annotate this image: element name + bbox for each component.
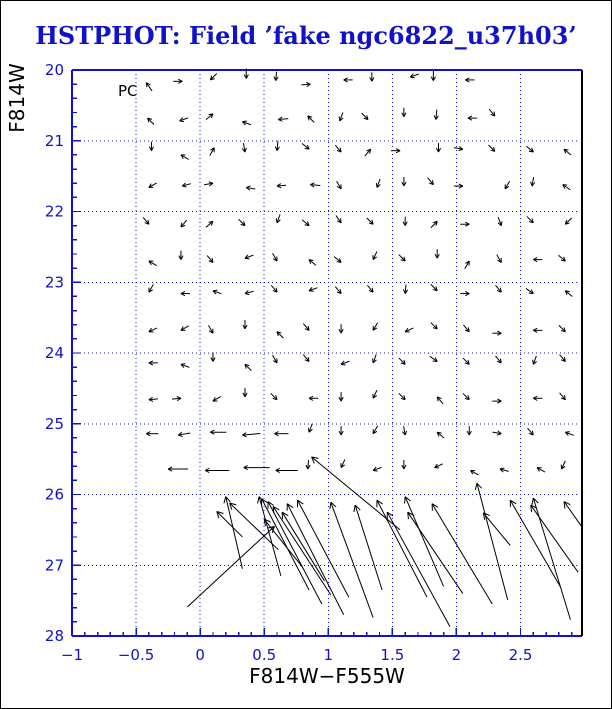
- small-error-vector: [565, 432, 573, 436]
- small-error-vector: [492, 431, 501, 435]
- small-error-vector: [308, 116, 314, 122]
- small-error-vector: [460, 222, 469, 226]
- long-error-vector: [377, 500, 427, 597]
- small-error-vector: [565, 218, 571, 224]
- small-error-vector: [245, 364, 251, 370]
- small-error-vector: [271, 285, 277, 292]
- small-error-vector: [533, 257, 542, 261]
- small-error-vector: [403, 217, 407, 226]
- small-error-vector: [271, 393, 277, 399]
- small-error-vector: [245, 290, 254, 294]
- small-error-vector: [460, 291, 469, 295]
- small-error-vector: [146, 432, 158, 436]
- y-tick-label: 21: [44, 131, 64, 150]
- long-error-vector: [408, 512, 463, 593]
- arrow-prong: [532, 498, 533, 505]
- small-error-vector: [365, 149, 371, 156]
- long-error-vector: [273, 507, 331, 595]
- x-tick-label: 1: [323, 646, 334, 664]
- small-error-vector: [559, 325, 565, 331]
- small-error-vector: [306, 460, 310, 469]
- x-tick-label: 2.5: [508, 646, 533, 664]
- small-error-vector: [402, 108, 406, 117]
- arrow-prong: [308, 428, 309, 432]
- small-error-vector: [303, 355, 309, 362]
- small-error-vector: [337, 181, 342, 189]
- small-error-vector: [146, 83, 152, 91]
- small-error-vector: [563, 185, 570, 190]
- error-vectors: [143, 68, 582, 626]
- arrow-prong: [180, 121, 184, 122]
- arrow-prong: [410, 77, 414, 78]
- long-error-vector: [432, 504, 492, 604]
- small-error-vector: [274, 72, 278, 81]
- small-error-vector: [564, 149, 571, 155]
- y-tick-label: 25: [44, 414, 64, 433]
- small-error-vector: [173, 79, 182, 83]
- long-error-vector: [282, 512, 324, 581]
- small-error-vector: [172, 397, 181, 401]
- arrow-prong: [245, 148, 246, 152]
- small-error-vector: [391, 149, 400, 153]
- small-error-vector: [339, 324, 343, 333]
- small-error-vector: [495, 356, 501, 363]
- y-tick-label: 23: [44, 273, 64, 292]
- long-error-vector: [531, 505, 578, 572]
- small-error-vector: [505, 181, 510, 189]
- long-error-vector: [510, 500, 560, 586]
- small-error-vector: [454, 146, 463, 150]
- y-tick-label: 28: [44, 627, 64, 645]
- x-tick-label: −1: [60, 646, 84, 664]
- small-error-vector: [181, 364, 189, 368]
- arrow-prong: [182, 186, 186, 187]
- grid-lines: [72, 70, 579, 636]
- small-error-vector: [210, 430, 226, 434]
- small-error-vector: [181, 155, 189, 160]
- small-error-vector: [431, 323, 437, 329]
- arrow-shaft: [564, 502, 582, 527]
- small-error-vector: [213, 397, 221, 402]
- small-error-vector: [278, 117, 288, 121]
- small-error-vector: [310, 183, 320, 187]
- small-error-vector: [373, 251, 377, 259]
- arrow-shaft: [477, 483, 508, 600]
- small-error-vector: [405, 328, 413, 332]
- y-tick-label: 26: [44, 485, 64, 504]
- arrow-shaft: [432, 504, 492, 604]
- small-error-vector: [277, 184, 286, 188]
- small-error-vector: [334, 257, 341, 263]
- arrow-prong: [565, 432, 569, 433]
- arrow-prong: [246, 186, 250, 187]
- small-error-vector: [431, 221, 437, 227]
- small-error-vector: [533, 356, 537, 364]
- small-error-vector: [336, 215, 341, 222]
- arrow-prong: [146, 83, 147, 87]
- small-error-vector: [526, 288, 533, 293]
- small-error-vector: [373, 390, 377, 398]
- small-error-vector: [437, 432, 444, 438]
- small-error-vector: [362, 113, 368, 119]
- small-error-vector: [463, 393, 469, 399]
- arrow-prong: [475, 483, 477, 490]
- small-error-vector: [180, 118, 188, 122]
- arrow-prong: [209, 182, 213, 183]
- small-error-vector: [468, 116, 477, 120]
- small-error-vector: [339, 112, 343, 120]
- arrow-prong: [181, 364, 185, 365]
- small-error-vector: [274, 432, 288, 436]
- arrow-prong: [500, 468, 504, 469]
- small-error-vector: [403, 285, 407, 294]
- long-error-vector: [532, 498, 571, 620]
- small-error-vector: [181, 291, 190, 295]
- small-error-vector: [344, 78, 353, 82]
- arrow-shaft: [268, 502, 322, 605]
- small-error-vector: [277, 332, 283, 338]
- small-error-vector: [276, 214, 280, 222]
- small-error-vector: [339, 392, 343, 401]
- small-error-vector: [341, 361, 349, 365]
- arrow-prong: [178, 435, 182, 436]
- small-error-vector: [399, 393, 405, 399]
- arrow-prong: [330, 502, 331, 509]
- long-error-vector: [564, 502, 582, 527]
- long-error-vector: [268, 502, 322, 605]
- small-error-vector: [302, 220, 309, 226]
- arrow-prong: [242, 121, 246, 122]
- arrow-prong: [533, 360, 534, 364]
- small-error-vector: [560, 355, 566, 362]
- small-error-vector: [335, 145, 341, 152]
- x-axis-label: F814W−F555W: [249, 664, 405, 688]
- arrow-prong: [258, 497, 260, 504]
- small-error-vector: [498, 217, 502, 225]
- arrow-prong: [339, 116, 340, 120]
- small-error-vector: [149, 397, 158, 401]
- arrow-shaft: [483, 513, 510, 546]
- long-error-vector: [230, 503, 279, 550]
- small-error-vector: [246, 186, 255, 190]
- small-error-vector: [148, 118, 154, 124]
- small-error-vector: [497, 255, 502, 263]
- small-error-vector: [367, 218, 373, 224]
- small-error-vector: [373, 323, 378, 331]
- arrow-prong: [309, 291, 313, 292]
- arrow-prong: [459, 149, 463, 150]
- small-error-vector: [373, 467, 381, 471]
- small-error-vector: [309, 260, 316, 266]
- x-tick-label: 1.5: [380, 646, 405, 664]
- small-error-vector: [335, 287, 341, 294]
- y-tick-label: 20: [44, 61, 64, 79]
- arrow-prong: [405, 497, 406, 504]
- small-error-vector: [276, 468, 298, 472]
- small-error-vector: [402, 177, 406, 186]
- small-error-vector: [526, 146, 533, 152]
- small-error-vector: [210, 74, 216, 80]
- small-error-vector: [372, 354, 376, 362]
- small-error-vector: [243, 320, 247, 329]
- arrow-prong: [276, 218, 277, 222]
- small-error-vector: [463, 358, 469, 364]
- small-error-vector: [410, 74, 418, 78]
- arrow-shaft: [408, 512, 463, 593]
- small-error-vector: [533, 396, 542, 400]
- small-error-vector: [560, 393, 566, 400]
- arrow-prong: [245, 294, 249, 295]
- small-error-vector: [302, 143, 309, 149]
- small-error-vector: [245, 255, 253, 259]
- small-error-vector: [528, 428, 534, 435]
- arrow-prong: [213, 290, 217, 291]
- small-error-vector: [301, 82, 310, 86]
- small-error-vector: [533, 328, 542, 332]
- small-error-vector: [181, 326, 189, 331]
- small-error-vector: [149, 142, 153, 151]
- arrow-shaft: [387, 512, 450, 627]
- arrow-shaft: [282, 512, 324, 581]
- arrow-shaft: [510, 500, 560, 586]
- small-error-vector: [242, 143, 246, 152]
- small-error-vector: [428, 178, 434, 185]
- arrow-shaft: [230, 503, 279, 550]
- arrow-shaft: [273, 507, 331, 595]
- arrow-shaft: [405, 497, 443, 587]
- small-error-vector: [273, 253, 278, 261]
- small-error-vector: [275, 141, 279, 151]
- small-error-vector: [182, 183, 191, 187]
- small-error-vector: [143, 217, 149, 224]
- arrow-shaft: [377, 500, 427, 597]
- small-error-vector: [492, 331, 501, 335]
- small-error-vector: [273, 355, 278, 363]
- tick-labels: [45, 61, 533, 664]
- small-error-vector: [471, 470, 479, 475]
- x-tick-label: −0.5: [117, 646, 155, 664]
- small-error-vector: [558, 255, 565, 261]
- small-error-vector: [207, 256, 213, 263]
- small-error-vector: [309, 287, 317, 291]
- small-error-vector: [181, 220, 187, 227]
- long-error-vector: [405, 497, 444, 587]
- small-error-vector: [179, 251, 183, 260]
- small-error-vector: [465, 261, 470, 269]
- small-error-vector: [149, 328, 157, 332]
- y-axis-label: F814W: [5, 63, 29, 133]
- vector-field-plot: [1, 1, 611, 708]
- small-error-vector: [376, 179, 380, 187]
- small-error-vector: [435, 464, 443, 468]
- small-error-vector: [435, 249, 439, 258]
- small-error-vector: [206, 114, 213, 120]
- small-error-vector: [431, 284, 437, 290]
- small-error-vector: [489, 145, 495, 151]
- small-error-vector: [149, 261, 157, 266]
- x-tick-label: 0.5: [252, 646, 277, 664]
- arrow-prong: [341, 218, 342, 222]
- small-error-vector: [308, 424, 312, 432]
- y-tick-label: 24: [44, 344, 64, 362]
- small-error-vector: [489, 109, 495, 116]
- small-error-vector: [211, 352, 215, 361]
- small-error-vector: [208, 325, 213, 333]
- small-error-vector: [242, 121, 250, 125]
- arrow-prong: [405, 431, 406, 435]
- small-error-vector: [373, 426, 378, 434]
- small-error-vector: [436, 143, 440, 152]
- small-error-vector: [430, 356, 437, 361]
- small-error-vector: [402, 426, 406, 435]
- small-error-vector: [495, 285, 501, 292]
- small-error-vector: [309, 396, 318, 400]
- arrow-prong: [341, 364, 345, 365]
- arrow-prong: [497, 434, 501, 435]
- arrow-prong: [224, 497, 226, 504]
- figure-title: HSTPHOT: Field ’fake ngc6822_u37h03’: [35, 21, 577, 50]
- small-error-vector: [206, 221, 213, 227]
- arrow-prong: [501, 221, 502, 225]
- arrow-shaft: [355, 505, 382, 590]
- small-error-vector: [399, 255, 405, 261]
- small-error-vector: [399, 358, 405, 364]
- arrow-shaft: [531, 505, 578, 572]
- small-error-vector: [178, 432, 190, 436]
- arrow-prong: [354, 505, 355, 512]
- small-error-vector: [467, 426, 471, 435]
- small-error-vector: [243, 388, 247, 397]
- small-error-vector: [242, 433, 260, 437]
- arrow-shaft: [331, 502, 373, 617]
- long-error-vector: [387, 512, 450, 627]
- small-error-vector: [565, 291, 572, 297]
- small-error-vector: [527, 216, 533, 222]
- arrow-prong: [376, 183, 377, 187]
- small-error-vector: [437, 397, 443, 404]
- small-error-vector: [205, 468, 229, 472]
- small-error-vector: [465, 78, 474, 82]
- small-error-vector: [463, 325, 469, 332]
- small-error-vector: [531, 177, 535, 186]
- small-error-vector: [244, 465, 270, 469]
- small-error-vector: [204, 182, 213, 186]
- arrow-prong: [531, 182, 532, 186]
- small-error-vector: [367, 285, 373, 292]
- long-error-vector: [475, 483, 507, 600]
- small-error-vector: [454, 184, 463, 188]
- y-tick-label: 27: [44, 556, 64, 575]
- small-error-vector: [492, 399, 501, 403]
- small-error-vector: [537, 468, 545, 473]
- small-error-vector: [431, 71, 435, 81]
- arrow-prong: [373, 470, 377, 471]
- arrow-prong: [245, 258, 249, 259]
- small-error-vector: [149, 361, 158, 365]
- small-error-vector: [402, 460, 406, 469]
- small-error-vector: [500, 468, 509, 472]
- detector-chip-label: PC: [118, 82, 138, 100]
- long-error-vector: [483, 513, 510, 546]
- arrow-prong: [372, 358, 373, 362]
- x-tick-label: 0: [195, 646, 205, 664]
- small-error-vector: [434, 110, 438, 120]
- small-error-vector: [210, 148, 215, 156]
- small-error-vector: [239, 219, 245, 225]
- small-error-vector: [168, 467, 188, 471]
- small-error-vector: [341, 459, 345, 467]
- small-error-vector: [213, 290, 221, 294]
- y-tick-label: 22: [44, 202, 64, 221]
- small-error-vector: [339, 426, 343, 435]
- small-error-vector: [149, 183, 157, 188]
- small-error-vector: [303, 323, 309, 330]
- small-error-vector: [561, 461, 565, 469]
- small-error-vector: [370, 72, 374, 81]
- arrow-prong: [273, 507, 274, 514]
- x-tick-label: 2: [451, 646, 462, 664]
- small-error-vector: [149, 284, 154, 292]
